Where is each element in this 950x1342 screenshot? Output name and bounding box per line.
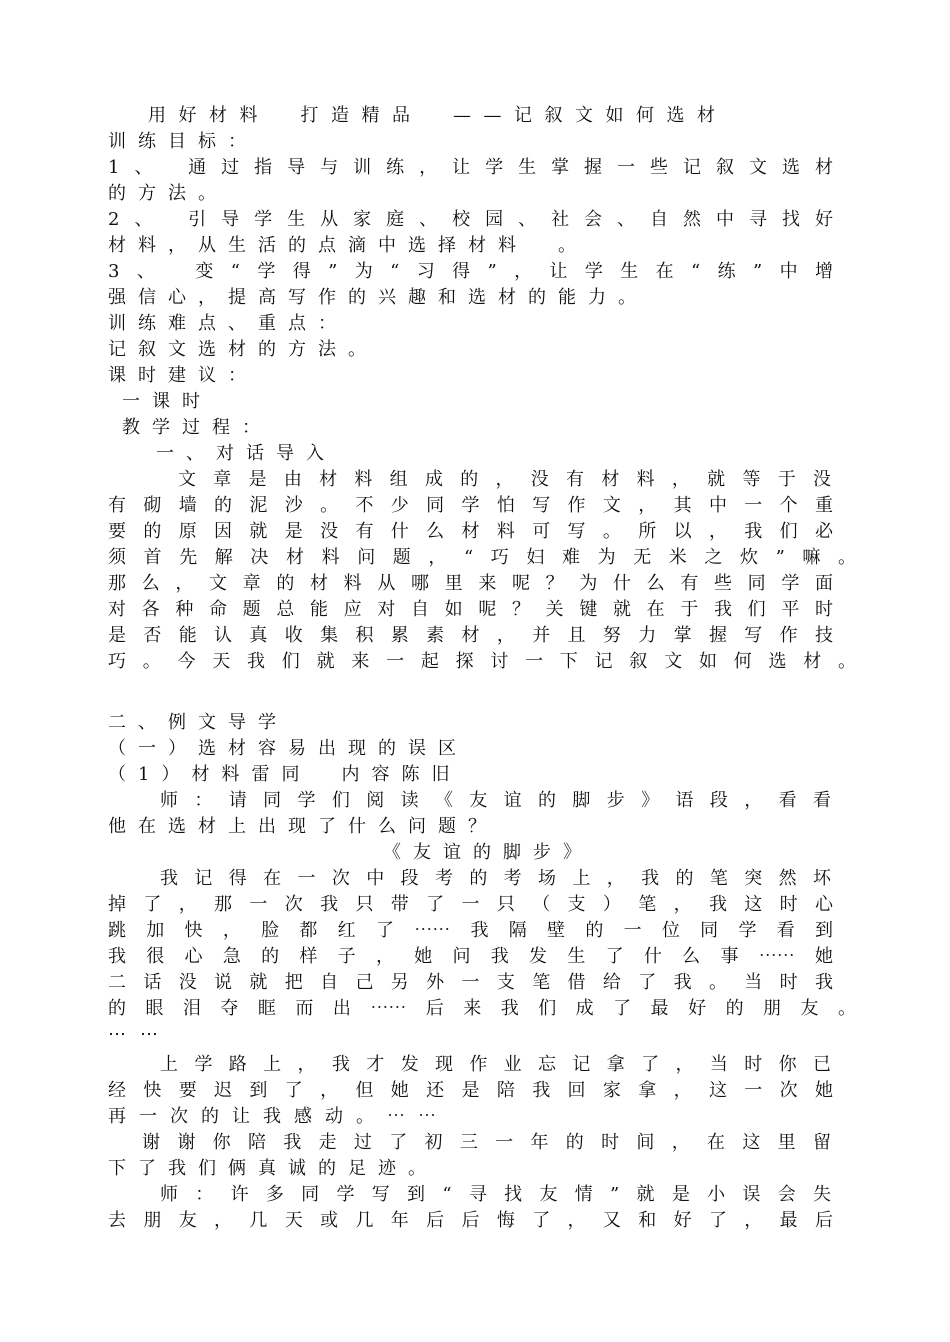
text-line: 1、 通过指导与训练，让学生掌握一些记叙文选材 — [108, 157, 833, 178]
essay-line: 我记得在一次中段考的考场上，我的笔突然坏 — [160, 868, 831, 889]
essay-line: 经快要迟到了，但她还是陪我回家拿，这一次她 — [108, 1080, 833, 1101]
paragraph-line: 是否能认真收集积累素材，并且努力掌握写作技 — [108, 625, 833, 646]
paragraph-line: 须首先解决材料问题，“巧妇难为无米之炊”嘛。 — [108, 547, 856, 568]
essay-line: 的眼泪夺眶而出⋯⋯后来我们成了最好的朋友。 — [108, 998, 856, 1019]
paragraph-line: 有砌墙的泥沙。不少同学怕写作文，其中一个重 — [108, 495, 833, 516]
paragraph-line: 要的原因就是没有什么材料可写。所以，我们必 — [108, 521, 833, 542]
section-heading: 训练目标： — [108, 131, 258, 152]
section-heading: 训练难点、重点： — [108, 313, 348, 334]
paragraph-line: 巧。今天我们就来一起探讨一下记叙文如何选材。 — [108, 651, 856, 672]
text-line: 2、 引导学生从家庭、校园、社会、自然中寻找好 — [108, 209, 833, 230]
paragraph-line: 他在选材上出现了什么问题？ — [108, 816, 498, 837]
essay-line: 掉了，那一次我只带了一只（支）笔，我这时心 — [108, 894, 833, 915]
paragraph-line: 师：请同学们阅读《友谊的脚步》语段，看看 — [160, 790, 831, 811]
paragraph-line: 对各种命题总能应对自如呢？关键就在于我们平时 — [108, 599, 833, 620]
section-heading: （一）选材容易出现的误区 — [108, 738, 468, 759]
essay-line: 谢谢你陪我走过了初三一年的时间，在这里留 — [142, 1132, 831, 1153]
text-line: 材料，从生活的点滴中选择材料 。 — [108, 235, 588, 256]
essay-line: 我很心急的样子，她问我发生了什么事⋯⋯她 — [108, 946, 833, 967]
essay-line: 再一次的让我感动。⋯⋯ — [108, 1106, 449, 1127]
text-line: 强信心，提高写作的兴趣和选材的能力。 — [108, 287, 648, 308]
section-heading: 一、对话导入 — [156, 443, 336, 464]
paragraph-line: 去朋友，几天或几年后后悔了，又和好了，最后 — [108, 1210, 833, 1231]
paragraph-line: 那么，文章的材料从哪里来呢？为什么有些同学面 — [108, 573, 833, 594]
text-line: 3、 变“学得”为“习得”，让学生在“练”中增 — [108, 261, 833, 282]
section-heading: 课时建议： — [108, 365, 258, 386]
section-heading: （1）材料雷同 内容陈旧 — [108, 764, 462, 785]
document-title: 用好材料 打造精品 ——记叙文如何选材 — [148, 105, 728, 126]
text-line: 记叙文选材的方法。 — [108, 339, 378, 360]
section-heading: 教学过程： — [122, 417, 272, 438]
essay-line: 上学路上，我才发现作业忘记拿了，当时你已 — [160, 1054, 831, 1075]
ellipsis-line: ⋯⋯ — [108, 1024, 172, 1045]
essay-title: 《友谊的脚步》 — [383, 842, 593, 863]
text-line: 的方法。 — [108, 183, 228, 204]
paragraph-line: 师：许多同学写到“寻找友情”就是小误会失 — [160, 1184, 831, 1205]
essay-line: 二话没说就把自己另外一支笔借给了我。当时我 — [108, 972, 833, 993]
essay-line: 跳加快，脸都红了⋯⋯我隔壁的一位同学看到 — [108, 920, 833, 941]
section-heading: 二、例文导学 — [108, 712, 288, 733]
text-line: 一课时 — [122, 391, 212, 412]
essay-line: 下了我们俩真诚的足迹。 — [108, 1158, 438, 1179]
paragraph-line: 文章是由材料组成的，没有材料，就等于没 — [178, 469, 831, 490]
